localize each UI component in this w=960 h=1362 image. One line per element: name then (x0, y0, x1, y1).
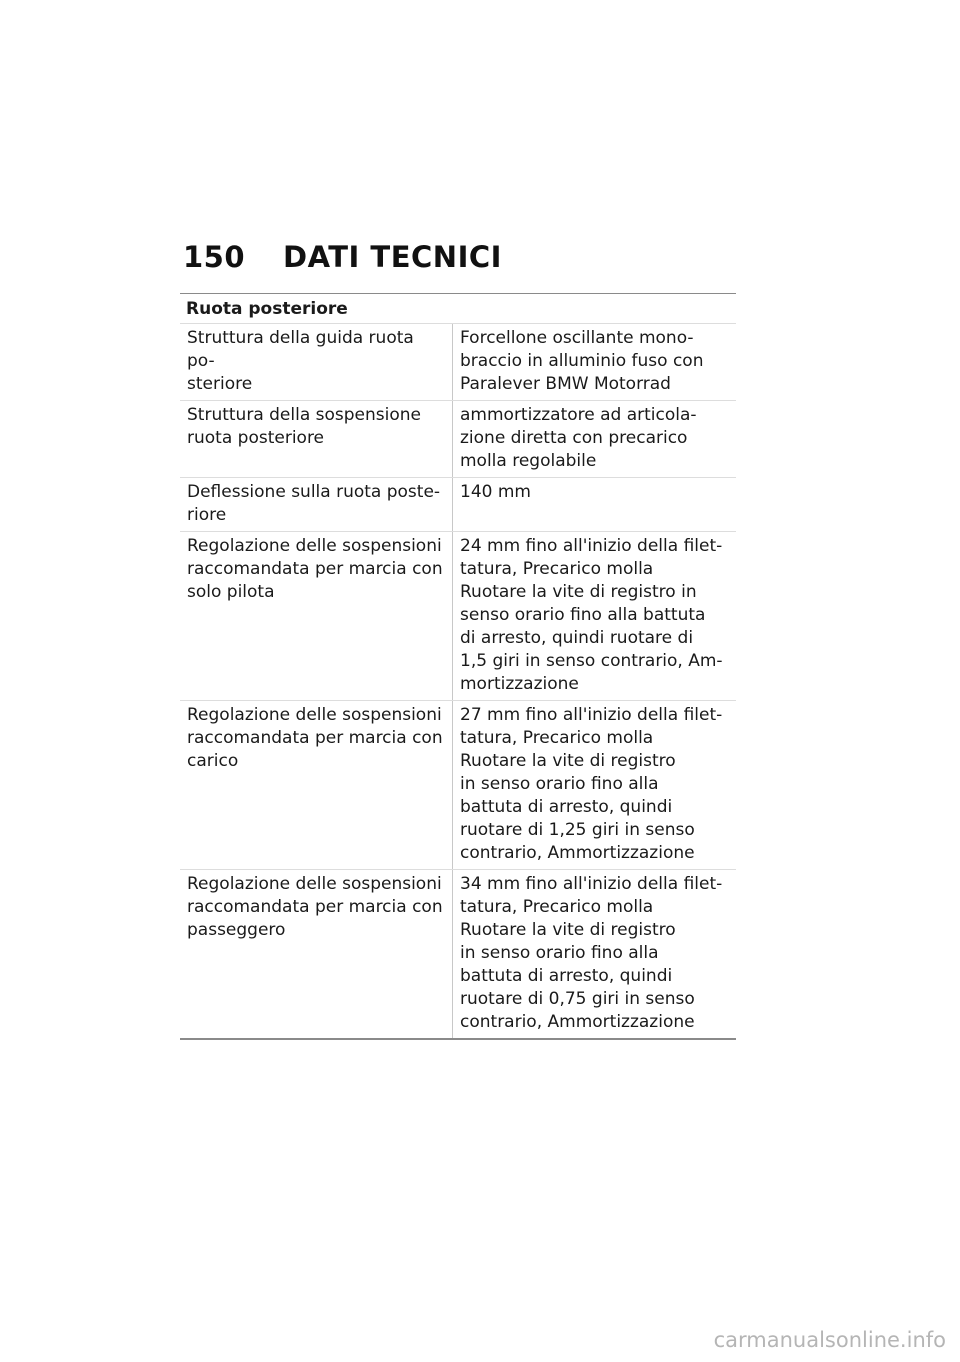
row-value (453, 701, 736, 869)
table-row (180, 401, 736, 478)
table-row (180, 870, 736, 1038)
row-value-text: 24 mm fino all'inizio della filet- tatura, Precarico molla (460, 536, 723, 579)
table-row (180, 324, 736, 401)
watermark: carmanualsonline.info (713, 1328, 946, 1352)
row-value-text: 140 mm (460, 482, 531, 502)
row-label: Deflessione sulla ruota poste- riore (180, 478, 453, 531)
row-label: Regolazione delle sospensioni raccomandata per marcia con passeggero (180, 870, 453, 1038)
row-value-text: Forcellone oscillante mono- braccio in alluminio fuso con Paralever BMW Motorrad (460, 328, 704, 394)
page-number: 150 (183, 240, 246, 274)
page-title: DATI TECNICI (283, 240, 502, 274)
row-value-text: ammortizzatore ad articola- zione diretta con precarico molla regolabile (460, 405, 697, 471)
row-label: Regolazione delle sospensioni raccomandata per marcia con carico (180, 701, 453, 869)
row-label: Regolazione delle sospensioni raccomandata per marcia con solo pilota (180, 532, 453, 700)
row-value-text: Ruotare la vite di registro in senso orario fino alla battuta di arresto, quindi ruotare di 1,5 giri in senso contrario, Am- mortizzazione (460, 582, 723, 694)
row-value (453, 532, 736, 700)
row-value-text: 27 mm fino all'inizio della filet- tatura, Precarico molla (460, 705, 723, 748)
section-title: Ruota posteriore (180, 294, 736, 324)
row-value-text: Ruotare la vite di registro in senso orario fino alla battuta di arresto, quindi ruotare di 1,25 giri in senso contrario, Ammortizzazione (460, 751, 695, 863)
row-value (453, 401, 736, 477)
table-row (180, 532, 736, 701)
table-row (180, 701, 736, 870)
row-value (453, 478, 736, 531)
spec-table (180, 293, 736, 1040)
row-value-text: 34 mm fino all'inizio della filet- tatura, Precarico molla (460, 874, 723, 917)
row-label: Struttura della sospensione ruota posteriore (180, 401, 453, 477)
page-header (183, 240, 502, 274)
row-value-text: Ruotare la vite di registro in senso orario fino alla battuta di arresto, quindi ruotare di 0,75 giri in senso contrario, Ammortizzazione (460, 920, 695, 1032)
row-label: Struttura della guida ruota po- steriore (180, 324, 453, 400)
table-row (180, 478, 736, 532)
row-value (453, 870, 736, 1038)
row-value (453, 324, 736, 400)
